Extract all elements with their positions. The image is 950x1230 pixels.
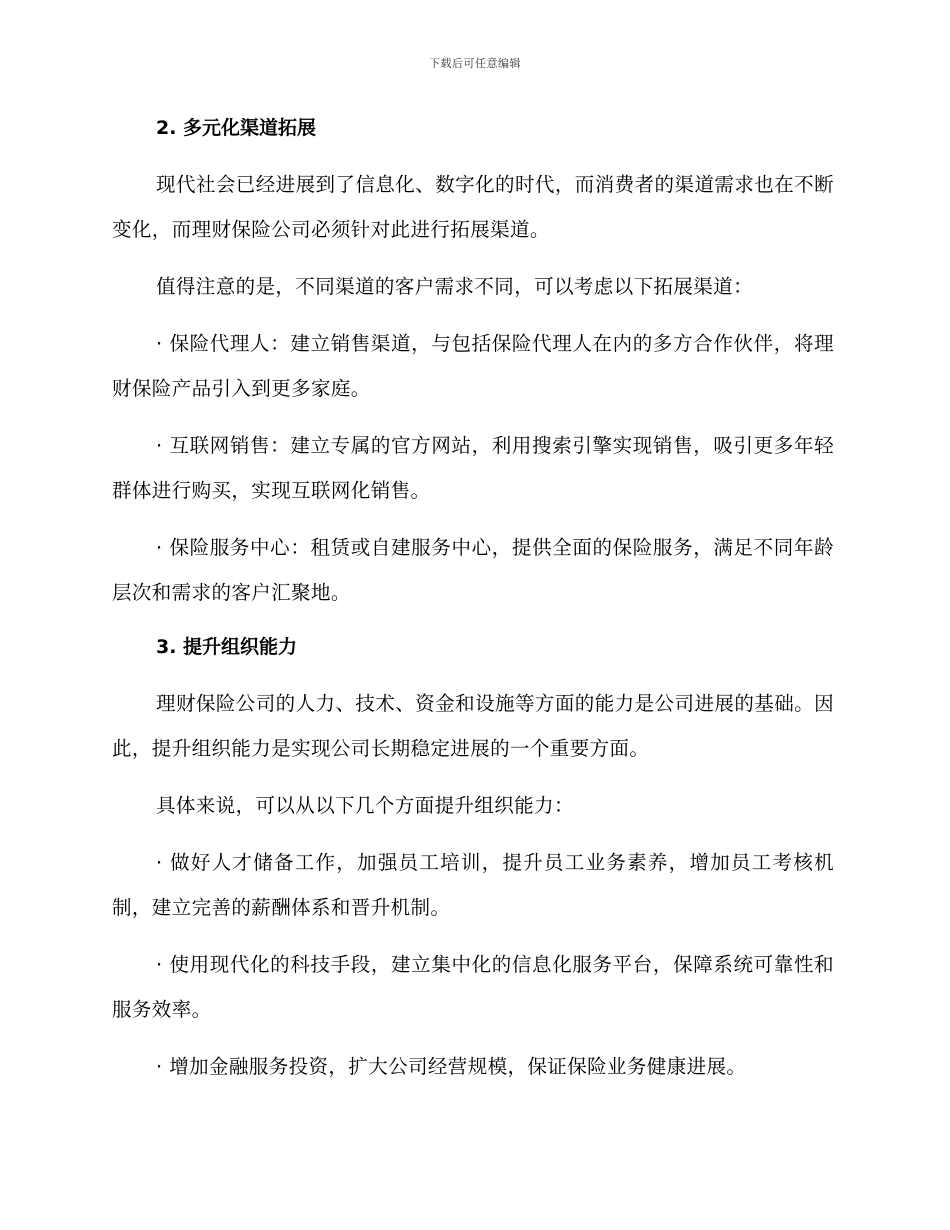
header-note: 下载后可任意编辑 bbox=[429, 57, 521, 70]
bullet-item: · 保险服务中心：租赁或自建服务中心，提供全面的保险服务，满足不同年龄层次和需求的客户汇聚地。 bbox=[112, 536, 834, 604]
paragraph: 现代社会已经进展到了信息化、数字化的时代，而消费者的渠道需求也在不断变化，而理财保险公司必须针对此进行拓展渠道。 bbox=[112, 173, 834, 241]
section-heading-channels: 2. 多元化渠道拓展 bbox=[156, 117, 317, 139]
bullet-item: · 做好人才储备工作，加强员工培训，提升员工业务素养，增加员工考核机制，建立完善的薪酬体系和晋升机制。 bbox=[112, 851, 834, 919]
bullet-item: · 保险代理人：建立销售渠道，与包括保险代理人在内的多方合作伙伴，将理财保险产品引入到更多家庭。 bbox=[112, 332, 834, 400]
bullet-item: · 使用现代化的科技手段，建立集中化的信息化服务平台，保障系统可靠性和服务效率。 bbox=[112, 953, 834, 1021]
bullet-item: · 增加金融服务投资，扩大公司经营规模，保证保险业务健康进展。 bbox=[156, 1055, 747, 1078]
document-body bbox=[112, 108, 834, 1089]
paragraph: 具体来说，可以从以下几个方面提升组织能力： bbox=[156, 794, 574, 817]
paragraph: 理财保险公司的人力、技术、资金和设施等方面的能力是公司进展的基础。因此，提升组织能力是实现公司长期稳定进展的一个重要方面。 bbox=[112, 692, 834, 760]
bullet-item: · 互联网销售：建立专属的官方网站，利用搜索引擎实现销售，吸引更多年轻群体进行购买，实现互联网化销售。 bbox=[112, 434, 834, 502]
paragraph: 值得注意的是，不同渠道的客户需求不同，可以考虑以下拓展渠道： bbox=[156, 275, 754, 298]
section-heading-organization: 3. 提升组织能力 bbox=[156, 636, 298, 658]
